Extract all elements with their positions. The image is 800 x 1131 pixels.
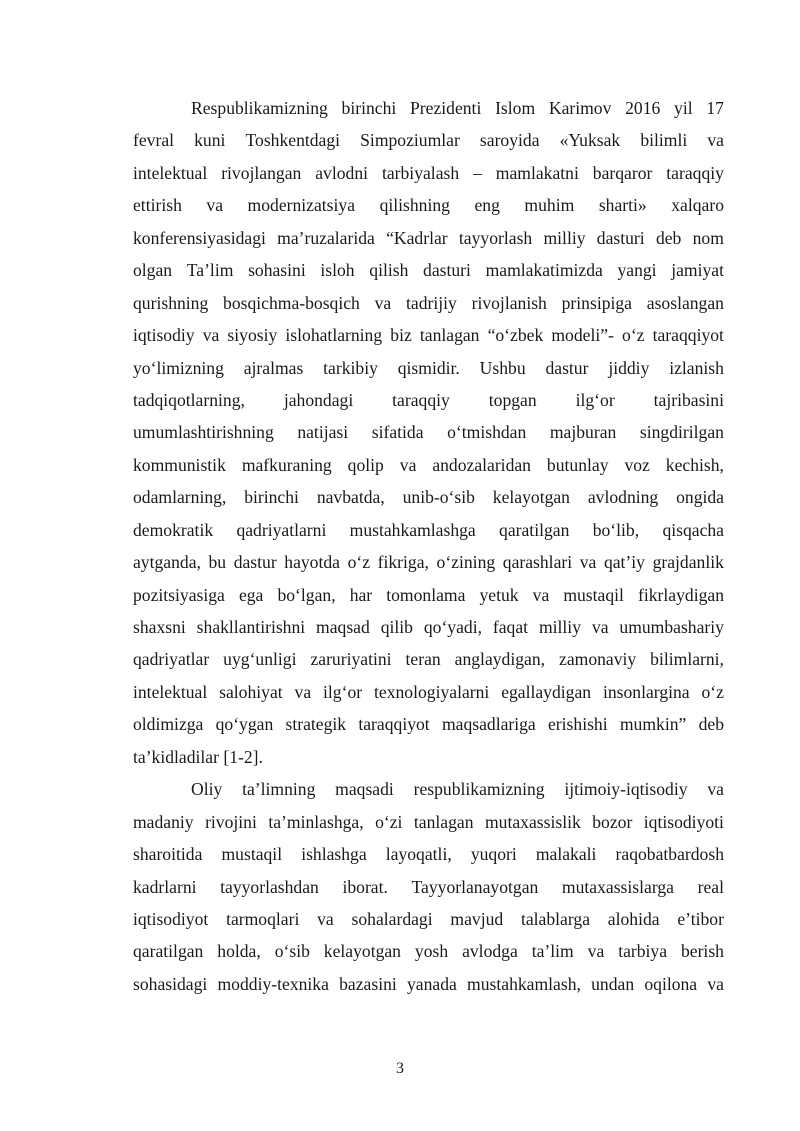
text-word: mamlakatimizda <box>485 260 603 281</box>
text-word: layoqatli, <box>385 844 452 865</box>
text-word: bazasini <box>339 973 397 994</box>
text-word: o‘z <box>701 681 724 702</box>
text-word: yuqori <box>470 844 517 865</box>
text-word: va <box>707 130 724 151</box>
text-word: ilg‘or <box>575 389 615 410</box>
text-word: sharoitida <box>133 844 203 865</box>
text-word: iborat. <box>342 876 388 897</box>
text-word: mustahkamlash, <box>467 973 581 994</box>
text-word: qismidir. <box>397 357 460 378</box>
text-word: islohatlarning <box>285 325 383 346</box>
text-word: taraqqiyot <box>652 325 724 346</box>
text-word: saroyida <box>479 130 540 151</box>
text-line <box>133 676 724 708</box>
text-word: va <box>587 941 605 962</box>
text-word: berish <box>680 941 724 962</box>
text-word: izlanish <box>669 357 724 378</box>
text-word: siyosiy <box>227 325 278 346</box>
text-word: yanada <box>407 973 457 994</box>
text-word: maqsadlariga <box>441 714 536 735</box>
text-word: jiddiy <box>608 357 650 378</box>
text-word: yo‘limizning <box>133 357 224 378</box>
text-word: tanlagan <box>419 325 480 346</box>
text-word: qisqacha <box>662 519 724 540</box>
text-word: pozitsiyasiga <box>133 584 225 605</box>
text-line <box>133 579 724 611</box>
text-word: dastur <box>545 357 589 378</box>
text-word: umumbashariy <box>619 617 724 637</box>
text-word: yil <box>674 98 693 118</box>
text-word: sharti» <box>598 195 647 216</box>
text-word: Respublikamizning <box>191 98 328 118</box>
text-word: va <box>532 584 550 605</box>
text-word: bilimlarni, <box>650 649 724 670</box>
text-word: kelayotgan <box>492 487 570 508</box>
text-word: ta’minlashga, <box>268 811 364 832</box>
text-line <box>133 546 724 578</box>
text-word: holda, <box>217 941 261 962</box>
text-word: qadriyatlar <box>133 649 210 670</box>
text-word: qo‘ygan <box>215 714 274 735</box>
text-word: yosh <box>414 941 449 962</box>
text-word: salohiyat <box>219 681 283 702</box>
text-word: iqtisodiyoti <box>643 811 724 832</box>
text-word: va <box>374 292 392 313</box>
text-line <box>133 514 724 546</box>
text-word: ega <box>238 584 264 605</box>
text-word: navbatda, <box>316 487 385 508</box>
text-word: qo‘yadi, <box>423 617 482 637</box>
text-word: Ushbu <box>479 357 526 378</box>
text-word: maqsadi <box>335 779 394 800</box>
text-word: modeli”- <box>551 325 614 346</box>
text-word: milliy <box>543 227 586 248</box>
text-word: ta’lim <box>531 941 574 962</box>
text-word: iqtisodiyot <box>133 908 209 929</box>
text-word: hayotda <box>284 552 340 573</box>
text-word: taraqqiy <box>392 389 450 410</box>
text-word: qadriyatlarni <box>236 519 327 540</box>
text-line <box>133 871 724 903</box>
text-word: intelektual <box>133 681 208 702</box>
text-word: kadrlarni <box>133 876 197 897</box>
text-word: shaxsni <box>133 617 186 637</box>
text-word: yangi <box>617 260 657 281</box>
text-word: natijasi <box>297 422 349 443</box>
text-word: kuni <box>194 130 226 151</box>
text-word: qilish <box>369 260 409 281</box>
text-word: biz <box>390 325 412 346</box>
text-word: jamiyat <box>671 260 724 281</box>
text-word: ettirish <box>133 195 182 216</box>
text-word: undan <box>591 973 635 994</box>
text-word: Simpoziumlar <box>360 130 460 151</box>
text-word: Islom <box>495 98 536 118</box>
text-word: va <box>707 779 724 800</box>
text-word: dasturi <box>423 260 471 281</box>
text-line <box>133 254 724 286</box>
text-word: Prezidenti <box>410 98 482 118</box>
text-word: tadrijiy <box>406 292 457 313</box>
text-word: mustaqil <box>563 584 624 605</box>
text-line <box>133 384 724 416</box>
text-word: qat’iy <box>603 552 645 573</box>
text-word: o‘z <box>347 552 371 573</box>
text-word: har <box>349 584 373 605</box>
text-word: o‘z <box>622 325 645 346</box>
text-word: real <box>697 876 724 897</box>
text-line <box>133 222 724 254</box>
text-word: zaruriyatini <box>310 649 392 670</box>
text-word: “Kadrlar <box>386 227 448 248</box>
text-word: alohida <box>607 908 660 929</box>
text-word: umumlashtirishning <box>133 422 274 443</box>
text-word: faqat <box>492 617 529 637</box>
text-word: nom <box>692 227 724 248</box>
text-word: milliy <box>538 617 581 637</box>
text-word: mutaxassislik <box>484 811 581 832</box>
text-word: va <box>317 908 334 929</box>
text-word: qaratilgan <box>499 519 570 540</box>
text-word: deb <box>655 227 682 248</box>
text-word: butunlay <box>546 454 609 475</box>
text-word: aytganda, <box>133 552 201 573</box>
text-word: ma’ruzalarida <box>277 227 375 248</box>
text-word: o‘sib <box>274 941 310 962</box>
text-word: jahondagi <box>283 389 354 410</box>
text-line <box>133 189 724 221</box>
text-word: o‘zining <box>436 552 496 573</box>
text-line <box>133 287 724 319</box>
text-word: strategik <box>285 714 347 735</box>
text-word: bo‘lgan, <box>277 584 336 605</box>
text-word: bo‘lib, <box>592 519 640 540</box>
text-word: andozalaridan <box>432 454 531 475</box>
text-word: bosqichma-bosqich <box>223 292 360 313</box>
text-word: 17 <box>706 98 724 118</box>
text-line <box>133 449 724 481</box>
text-line <box>133 611 724 643</box>
text-word: sohalardagi <box>351 908 433 929</box>
text-word: asoslangan <box>646 292 724 313</box>
text-word: va <box>399 454 417 475</box>
text-word: avlodning <box>587 487 659 508</box>
text-line <box>133 92 724 124</box>
text-word: singdirilgan <box>639 422 724 443</box>
text-word: muhim <box>524 195 575 216</box>
text-word: kechish, <box>665 454 724 475</box>
text-word: va <box>707 973 724 994</box>
text-word: fikriga, <box>377 552 429 573</box>
text-word: bilimli <box>640 130 688 151</box>
text-word: respublikamizning <box>413 779 545 800</box>
text-word: tadqiqotlarning, <box>133 389 245 410</box>
text-word: ilg‘or <box>323 681 363 702</box>
text-word: anglaydigan, <box>454 649 546 670</box>
text-word: tayyorlashdan <box>220 876 319 897</box>
text-line <box>133 643 724 675</box>
text-word: Oliy <box>191 779 223 800</box>
text-word: Karimov <box>548 98 612 118</box>
text-word: «Yuksak <box>559 130 621 151</box>
text-word: va <box>294 681 312 702</box>
text-word: sohasini <box>248 260 306 281</box>
text-line <box>133 968 724 1000</box>
page-number: 3 <box>396 1060 404 1077</box>
text-word: malakali <box>535 844 597 865</box>
text-word: va <box>591 617 609 637</box>
text-word: bozor <box>592 811 633 832</box>
text-word: qaratilgan <box>133 941 204 962</box>
text-word: dasturi <box>596 227 645 248</box>
text-word: oqilona <box>644 973 698 994</box>
text-word: sifatida <box>371 422 424 443</box>
text-line <box>133 481 724 513</box>
text-word: va <box>206 195 224 216</box>
text-word: Toshkentdagi <box>245 130 341 151</box>
text-line <box>133 838 724 870</box>
text-word: va <box>579 552 597 573</box>
text-word: bu <box>208 552 227 573</box>
text-word: qolip <box>347 454 384 475</box>
text-word: intelektual <box>133 162 208 183</box>
text-word: mavjud <box>450 908 504 929</box>
text-word: tajribasini <box>653 389 724 410</box>
text-word: ishlashga <box>301 844 367 865</box>
text-word: qilib <box>380 617 413 637</box>
text-word: – <box>473 162 482 183</box>
text-word: isloh <box>320 260 355 281</box>
text-word: oldimizga <box>133 714 204 735</box>
text-word: barqaror <box>592 162 653 183</box>
text-line <box>133 416 724 448</box>
text-word: taraqqiy <box>666 162 724 183</box>
text-word: rivojlangan <box>221 162 302 183</box>
text-word: birinchi <box>244 487 299 508</box>
text-word: o‘zi <box>375 811 403 832</box>
text-word: mafkuraning <box>241 454 332 475</box>
text-word: fikrlaydigan <box>638 584 724 605</box>
text-word: grajdanlik <box>652 552 724 573</box>
text-word: birinchi <box>341 98 397 118</box>
text-word: konferensiyasidagi <box>133 227 266 248</box>
text-word: demokratik <box>133 519 214 540</box>
text-line <box>133 708 724 740</box>
text-line <box>133 124 724 156</box>
text-word: madaniy <box>133 811 194 832</box>
text-word: raqobatbardosh <box>615 844 724 865</box>
text-word: rivojlanish <box>471 292 547 313</box>
text-word: shakllantirishni <box>196 617 306 637</box>
text-word: teran <box>405 649 441 670</box>
text-word: mustaqil <box>221 844 283 865</box>
text-word: modernizatsiya <box>247 195 356 216</box>
text-word: tarbiya <box>618 941 668 962</box>
text-line <box>133 903 724 935</box>
text-word: avlodni <box>315 162 369 183</box>
text-word: ta’limning <box>242 779 316 800</box>
text-word: mumkin” <box>619 714 687 735</box>
text-word: va <box>202 325 220 346</box>
text-word: ajralmas <box>243 357 304 378</box>
body-text <box>133 92 724 1000</box>
text-word: taraqqiyot <box>358 714 430 735</box>
text-word: tarbiyalash <box>381 162 460 183</box>
text-line <box>133 157 724 189</box>
text-word: yetuk <box>479 584 519 605</box>
text-word: talablarga <box>520 908 591 929</box>
text-word: rivojini <box>205 811 257 832</box>
text-line <box>133 806 724 838</box>
text-word: mutaxassislarga <box>561 876 674 897</box>
text-word: sohasidagi <box>133 973 208 994</box>
text-word: Tayyorlanayotgan <box>411 876 539 897</box>
text-word: deb <box>698 714 724 735</box>
text-word: qarashlari <box>502 552 573 573</box>
text-word: unib-o‘sib <box>402 487 475 508</box>
text-word: kommunistik <box>133 454 226 475</box>
text-word: prinsipiga <box>561 292 632 313</box>
text-word: mustahkamlashga <box>349 519 476 540</box>
text-word: majburan <box>549 422 617 443</box>
text-word: voz <box>624 454 650 475</box>
text-word: texnologiyalarni <box>374 681 490 702</box>
text-word: iqtisodiy <box>133 325 195 346</box>
text-word: 2016 <box>625 98 661 118</box>
text-word: tomonlama <box>386 584 466 605</box>
text-word: tarmoqlari <box>226 908 300 929</box>
text-word: eng <box>474 195 500 216</box>
text-word: qurishning <box>133 292 209 313</box>
text-word: mamlakatni <box>495 162 579 183</box>
text-line <box>133 935 724 967</box>
text-word: uyg‘unligi <box>223 649 297 670</box>
text-word: tayyorlash <box>458 227 533 248</box>
text-word: ijtimoiy-iqtisodiy <box>564 779 688 800</box>
text-word: avlodga <box>462 941 518 962</box>
text-word: topgan <box>488 389 537 410</box>
text-line <box>133 319 724 351</box>
text-word: olgan <box>133 260 173 281</box>
text-word: e’tibor <box>677 908 724 929</box>
text-word: kelayotgan <box>323 941 401 962</box>
text-word: tarkibiy <box>323 357 378 378</box>
text-word: o‘tmishdan <box>447 422 527 443</box>
text-word: zamonaviy <box>559 649 637 670</box>
text-word: insonlargina <box>602 681 690 702</box>
text-word: dastur <box>233 552 277 573</box>
text-word: maqsad <box>316 617 370 637</box>
text-word: qilishning <box>379 195 450 216</box>
text-word: egallaydigan <box>501 681 592 702</box>
text-line: ta’kidladilar [1-2]. <box>133 746 263 767</box>
text-word: erishishi <box>548 714 608 735</box>
text-word: Ta’lim <box>186 260 234 281</box>
text-word: fevral <box>133 130 175 151</box>
text-word: ongida <box>676 487 724 508</box>
text-word: xalqaro <box>671 195 724 216</box>
text-word: “o‘zbek <box>487 325 544 346</box>
text-line <box>133 773 724 805</box>
text-word: tanlagan <box>413 811 474 832</box>
text-line <box>133 352 724 384</box>
text-word: moddiy-texnika <box>217 973 329 994</box>
text-word: odamlarning, <box>133 487 227 508</box>
